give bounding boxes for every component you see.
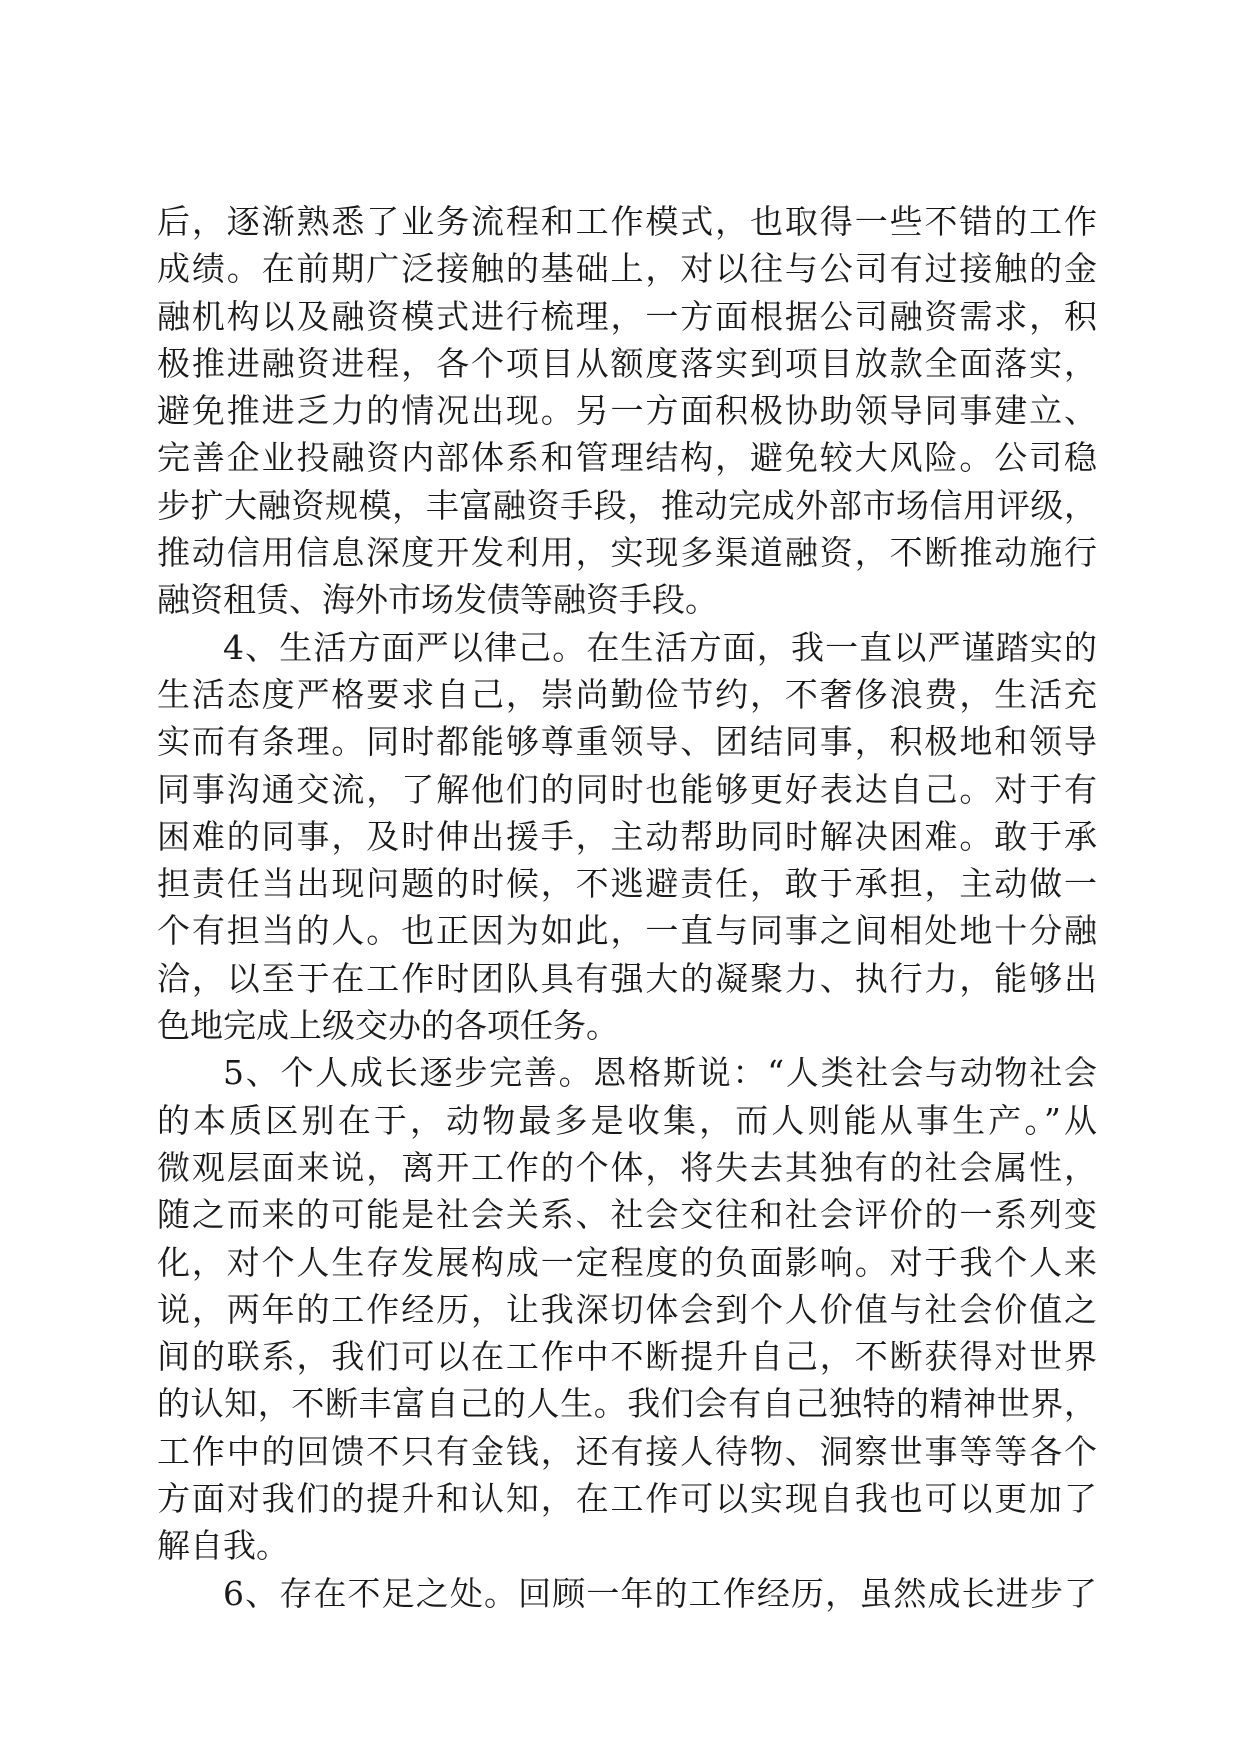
text-line: 实而有条理。同时都能够尊重领导、团结同事，积极地和领导 bbox=[157, 722, 1097, 762]
text-line: 避免推进乏力的情况出现。另一方面积极协助领导同事建立、 bbox=[157, 391, 1097, 431]
text-line: 困难的同事，及时伸出援手，主动帮助同时解决困难。敢于承 bbox=[157, 816, 1097, 856]
text-line: 后，逐渐熟悉了业务流程和工作模式，也取得一些不错的工作 bbox=[157, 202, 1097, 241]
text-line: 完善企业投融资内部体系和管理结构，避免较大风险。公司稳 bbox=[157, 438, 1097, 478]
text-line: 的认知，不断丰富自己的人生。我们会有自己独特的精神世界， bbox=[157, 1384, 1097, 1424]
text-line: 步扩大融资规模，丰富融资手段，推动完成外部市场信用评级， bbox=[157, 485, 1097, 525]
text-line: 间的联系，我们可以在工作中不断提升自己，不断获得对世界 bbox=[157, 1337, 1097, 1377]
text-line: 融机构以及融资模式进行梳理，一方面根据公司融资需求，积 bbox=[157, 296, 1097, 336]
text-line: 色地完成上级交办的各项任务。 bbox=[157, 1006, 619, 1046]
text-line: 个有担当的人。也正因为如此，一直与同事之间相处地十分融 bbox=[157, 911, 1097, 951]
text-line: 方面对我们的提升和认知，在工作可以实现自我也可以更加了 bbox=[157, 1479, 1097, 1519]
text-line: 解自我。 bbox=[157, 1526, 289, 1566]
text-line: 说，两年的工作经历，让我深切体会到个人价值与社会价值之 bbox=[157, 1289, 1097, 1329]
text-line: 推动信用信息深度开发利用，实现多渠道融资，不断推动施行 bbox=[157, 533, 1097, 573]
text-line: 生活态度严格要求自己，崇尚勤俭节约，不奢侈浪费，生活充 bbox=[157, 674, 1097, 714]
text-line: 同事沟通交流，了解他们的同时也能够更好表达自己。对于有 bbox=[157, 769, 1097, 809]
text-line: 担责任当出现问题的时候，不逃避责任，敢于承担，主动做一 bbox=[157, 864, 1097, 904]
text-line: 化，对个人生存发展构成一定程度的负面影响。对于我个人来 bbox=[157, 1242, 1097, 1282]
text-line: 随之而来的可能是社会关系、社会交往和社会评价的一系列变 bbox=[157, 1195, 1097, 1235]
text-line: 成绩。在前期广泛接触的基础上，对以往与公司有过接触的金 bbox=[157, 249, 1097, 289]
text-line: 微观层面来说，离开工作的个体，将失去其独有的社会属性， bbox=[157, 1147, 1097, 1187]
text-line: 极推进融资进程，各个项目从额度落实到项目放款全面落实， bbox=[157, 343, 1097, 383]
text-line: 融资租赁、海外市场发债等融资手段。 bbox=[157, 580, 718, 620]
paragraph-start: 6、存在不足之处。回顾一年的工作经历，虽然成长进步了 bbox=[223, 1573, 1097, 1613]
paragraph-start: 4、生活方面严以律己。在生活方面，我一直以严谨踏实的 bbox=[223, 627, 1097, 667]
text-line: 的本质区别在于，动物最多是收集，而人则能从事生产。”从 bbox=[157, 1100, 1097, 1140]
text-line: 洽，以至于在工作时团队具有强大的凝聚力、执行力，能够出 bbox=[157, 958, 1097, 998]
paragraph-start: 5、个人成长逐步完善。恩格斯说：“人类社会与动物社会 bbox=[223, 1053, 1097, 1093]
body-text bbox=[157, 198, 1097, 1617]
text-line: 工作中的回馈不只有金钱，还有接人待物、洞察世事等等各个 bbox=[157, 1431, 1097, 1471]
